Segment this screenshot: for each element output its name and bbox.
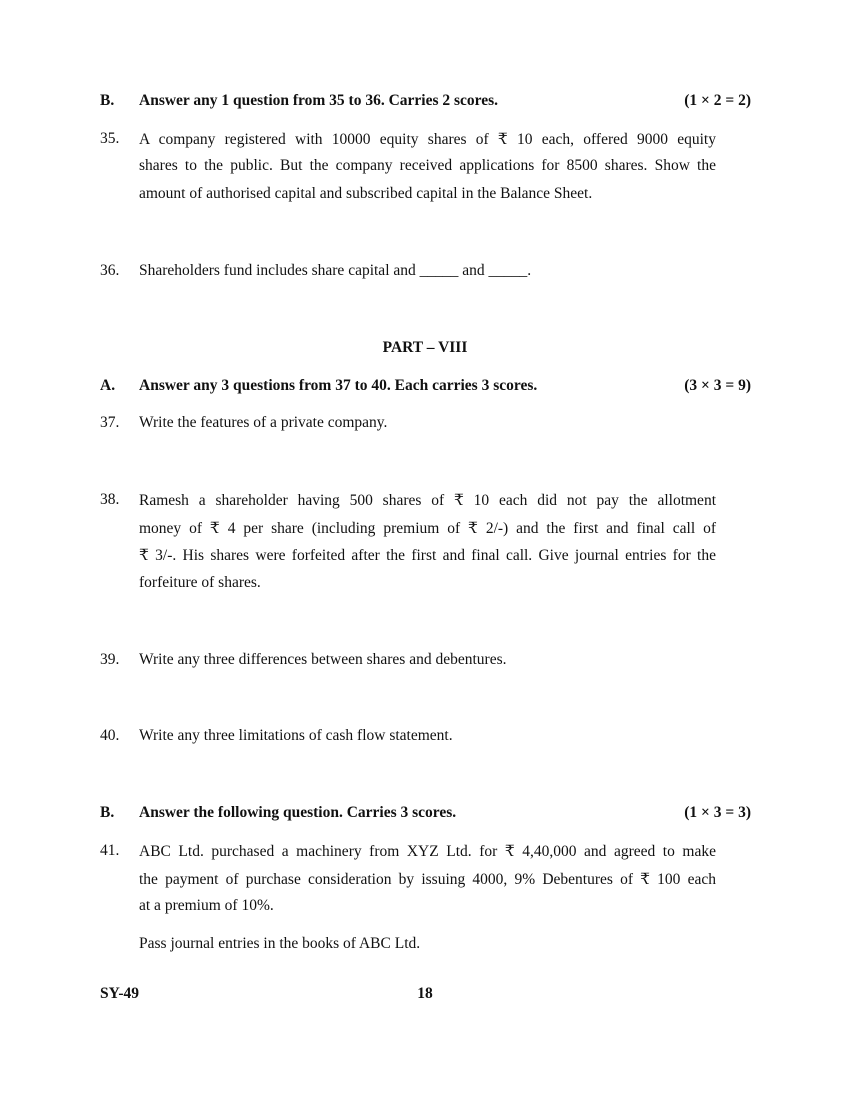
question-line: money of ₹ 4 per share (including premium of ₹ 2/-) and the first and final call of bbox=[139, 520, 716, 537]
question-line: the payment of purchase consideration by issuing 4000, 9% Debentures of ₹ 100 each bbox=[139, 871, 716, 888]
paper-code: SY-49 bbox=[100, 985, 140, 1002]
question-number: 39. bbox=[100, 651, 120, 668]
question-instruction: Pass journal entries in the books of ABC Ltd. bbox=[139, 935, 421, 952]
question-text: Write any three differences between shares and debentures. bbox=[139, 651, 507, 668]
question-number: 40. bbox=[100, 727, 120, 744]
question-line: at a premium of 10%. bbox=[139, 897, 274, 914]
question-text bbox=[139, 262, 531, 280]
section-letter: A. bbox=[100, 377, 116, 394]
answer-blank: _____ bbox=[488, 262, 528, 279]
question-text-mid: and bbox=[458, 262, 489, 279]
question-line: shares to the public. But the company received applications for 8500 shares. Show the bbox=[139, 157, 716, 174]
section-instruction: Answer any 3 questions from 37 to 40. Each carries 3 scores. bbox=[139, 377, 538, 394]
section-marks: (3 × 3 = 9) bbox=[684, 377, 751, 394]
question-text: Write the features of a private company. bbox=[139, 414, 388, 431]
part-title: PART – VIII bbox=[382, 339, 468, 356]
question-line: Ramesh a shareholder having 500 shares of ₹ 10 each did not pay the allotment bbox=[139, 492, 716, 509]
section-marks: (1 × 3 = 3) bbox=[684, 804, 751, 821]
question-line: forfeiture of shares. bbox=[139, 574, 261, 591]
question-text: Write any three limitations of cash flow statement. bbox=[139, 727, 453, 744]
section-instruction: Answer any 1 question from 35 to 36. Carries 2 scores. bbox=[139, 92, 499, 109]
section-marks: (1 × 2 = 2) bbox=[684, 92, 751, 109]
section-instruction: Answer the following question. Carries 3 scores. bbox=[139, 804, 457, 821]
section-letter: B. bbox=[100, 804, 115, 821]
answer-blank: _____ bbox=[419, 262, 459, 279]
question-text-end: . bbox=[527, 262, 532, 279]
question-number: 38. bbox=[100, 491, 120, 508]
question-line: ABC Ltd. purchased a machinery from XYZ Ltd. for ₹ 4,40,000 and agreed to make bbox=[139, 843, 716, 860]
question-number: 35. bbox=[100, 130, 120, 147]
question-text-before: Shareholders fund includes share capital and bbox=[139, 262, 420, 279]
question-line: A company registered with 10000 equity shares of ₹ 10 each, offered 9000 equity bbox=[139, 131, 716, 148]
question-line: amount of authorised capital and subscribed capital in the Balance Sheet. bbox=[139, 185, 593, 202]
question-number: 36. bbox=[100, 262, 120, 279]
question-number: 41. bbox=[100, 842, 120, 859]
question-number: 37. bbox=[100, 414, 120, 431]
section-letter: B. bbox=[100, 92, 115, 109]
page-number: 18 bbox=[417, 985, 433, 1002]
question-line: ₹ 3/-. His shares were forfeited after the first and final call. Give journal entries for the bbox=[139, 547, 716, 564]
